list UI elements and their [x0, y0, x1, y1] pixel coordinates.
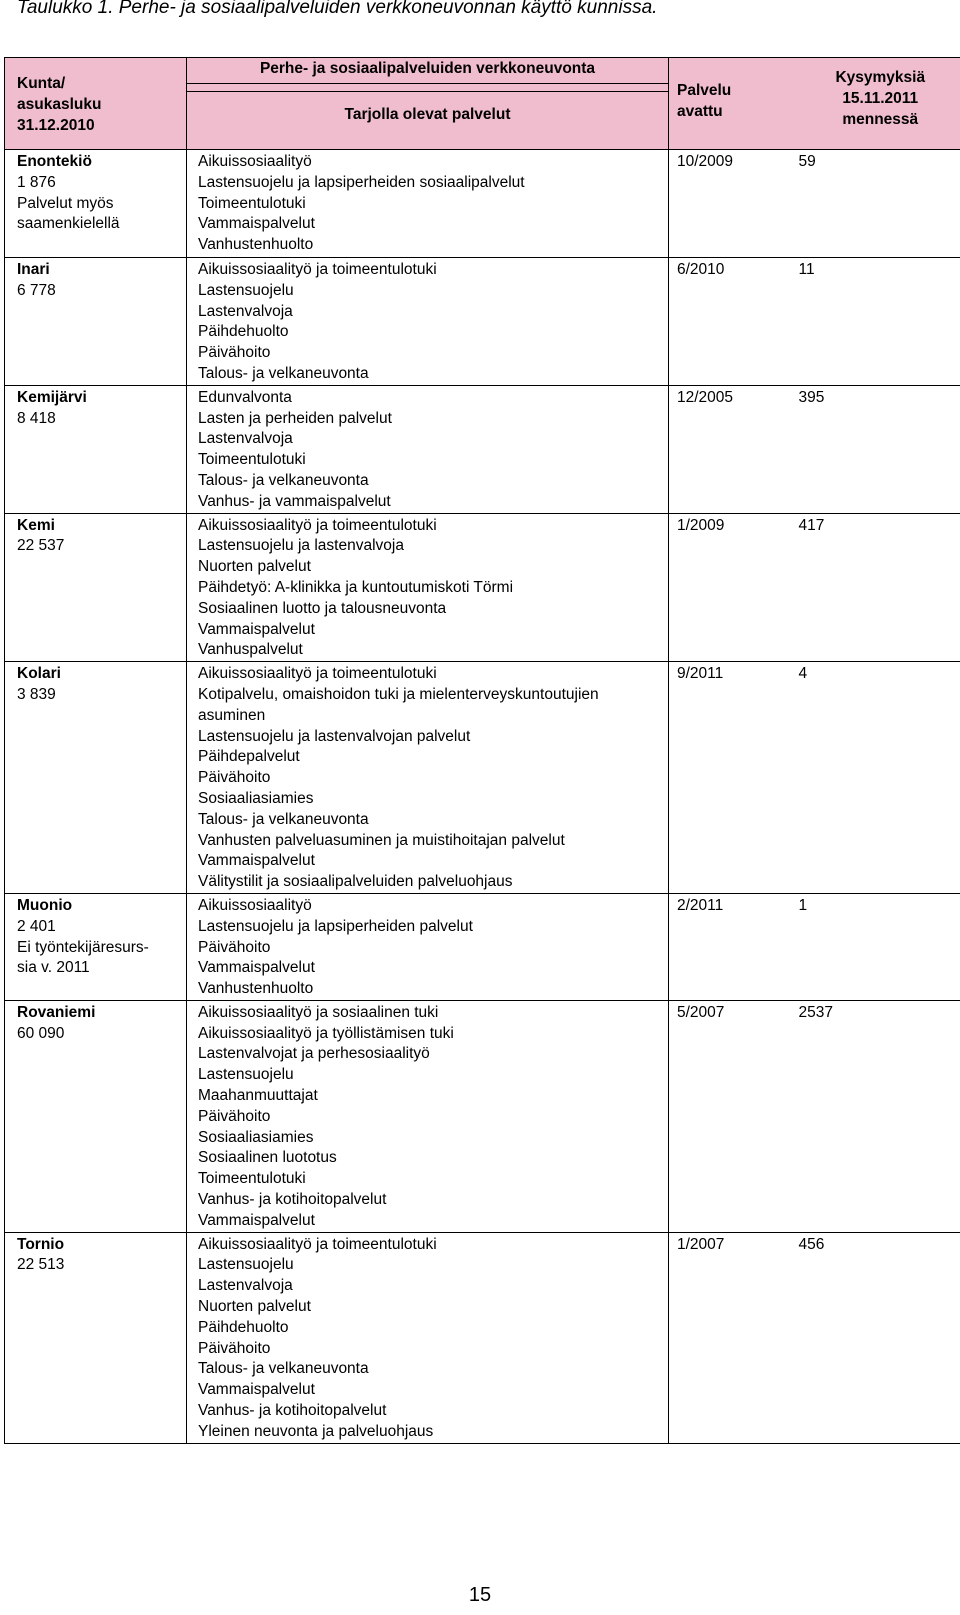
header-kunta: [5, 58, 187, 150]
service-item: Aikuissosiaalityö ja työllistämisen tuki: [198, 1024, 454, 1042]
cell-avattu: 10/2009: [669, 150, 793, 258]
cell-services: [187, 513, 669, 662]
service-item: Talous- ja velkaneuvonta: [198, 471, 369, 489]
kunta-name: Rovaniemi: [17, 1003, 96, 1021]
cell-avattu: 1/2007: [669, 1232, 793, 1443]
kunta-name: Enontekiö: [17, 153, 92, 170]
cell-avattu: 12/2005: [669, 385, 793, 513]
cell-avattu: 6/2010: [669, 258, 793, 386]
kunta-name: Tornio: [17, 1235, 65, 1253]
cell-kysymyksia: 2537: [793, 1000, 960, 1232]
service-item: Lastensuojelu: [198, 1256, 294, 1274]
kunta-name: Kemijärvi: [17, 388, 87, 406]
table-row: [5, 1232, 960, 1443]
service-item: Lastensuojelu ja lastenvalvoja: [198, 537, 404, 555]
kunta-info-line: saamenkielellä: [17, 215, 120, 233]
service-item: Nuorten palvelut: [198, 558, 311, 576]
kunta-info-line: Ei työntekijäresurs-: [17, 938, 149, 956]
service-item: Vammaispalvelut: [198, 1211, 315, 1229]
cell-avattu: 1/2009: [669, 513, 793, 662]
cell-kunta: [5, 893, 187, 1000]
header-avattu-line: Palvelu: [677, 82, 732, 99]
header-avattu-line: avattu: [677, 102, 723, 120]
cell-kunta: [5, 258, 187, 386]
service-item: Päihdehuolto: [198, 1318, 289, 1336]
kunta-name: Kemi: [17, 516, 55, 534]
header-avattu: [669, 58, 793, 150]
cell-avattu: 5/2007: [669, 1000, 793, 1232]
header-kunta-line: asukasluku: [17, 95, 102, 113]
service-item: Toimeentulotuki: [198, 1170, 306, 1188]
header-services-title-text: Tarjolla olevat palvelut: [344, 106, 511, 123]
cell-services: [187, 662, 669, 894]
kunta-info-line: 60 090: [17, 1024, 65, 1042]
service-item: Aikuissosiaalityö ja toimeentulotuki: [198, 261, 437, 278]
page-number: 15: [468, 1584, 492, 1606]
service-item: Päihdepalvelut: [198, 748, 300, 766]
cell-kunta: [5, 385, 187, 513]
kunta-info-line: 22 537: [17, 537, 65, 555]
cell-avattu: 2/2011: [669, 893, 793, 1000]
service-item: Aikuissosiaalityö ja toimeentulotuki: [198, 1235, 437, 1253]
service-item: Vammaispalvelut: [198, 852, 315, 870]
service-item: Lastenvalvoja: [198, 302, 293, 320]
kunta-info-line: 1 876: [17, 173, 56, 191]
service-item: Vanhustenhuolto: [198, 236, 314, 254]
cell-kysymyksia: 456: [793, 1232, 960, 1443]
service-item: Vammaispalvelut: [198, 215, 315, 233]
cell-kunta: [5, 1000, 187, 1232]
cell-services: [187, 1232, 669, 1443]
header-kysymyksia-line: Kysymyksiä: [835, 69, 926, 86]
service-item: Päivähoito: [198, 1339, 271, 1357]
cell-avattu: 9/2011: [669, 662, 793, 894]
service-item: Vammaispalvelut: [198, 959, 315, 977]
service-item: Maahanmuuttajat: [198, 1087, 318, 1105]
cell-kysymyksia: 1: [793, 893, 960, 1000]
service-item: Nuorten palvelut: [198, 1298, 311, 1316]
table-body: [5, 150, 960, 1444]
cell-kysymyksia: 417: [793, 513, 960, 662]
service-item: Päivähoito: [198, 938, 271, 956]
cell-services: [187, 150, 669, 258]
kunta-info-line: 2 401: [17, 917, 56, 935]
service-item: Talous- ja velkaneuvonta: [198, 810, 369, 828]
service-item: Lastensuojelu: [198, 281, 294, 299]
service-table: [4, 57, 960, 1444]
service-item: Aikuissosiaalityö: [198, 896, 312, 914]
header-kysymyksia: [793, 58, 960, 150]
service-item: Aikuissosiaalityö ja toimeentulotuki: [198, 665, 437, 683]
service-item: Vanhuspalvelut: [198, 641, 303, 659]
service-item: Vanhus- ja vammaispalvelut: [198, 492, 391, 510]
kunta-name: Inari: [17, 261, 50, 278]
table-row: [5, 150, 960, 258]
service-item: Sosiaalinen luototus: [198, 1149, 337, 1167]
service-item: Aikuissosiaalityö: [198, 153, 312, 170]
service-item: Päivähoito: [198, 344, 271, 362]
service-item: Edunvalvonta: [198, 388, 292, 406]
service-item: Aikuissosiaalityö ja toimeentulotuki: [198, 516, 437, 534]
header-group-title-text: Perhe- ja sosiaalipalveluiden verkkoneuvonta: [187, 58, 668, 84]
service-item: Kotipalvelu, omaishoidon tuki ja mielenterveyskuntoutujien asuminen: [198, 685, 599, 724]
service-item: Toimeentulotuki: [198, 194, 306, 212]
cell-kunta: [5, 513, 187, 662]
service-item: Päivähoito: [198, 1107, 271, 1125]
service-item: Lastenvalvoja: [198, 1277, 293, 1295]
kunta-info-line: 22 513: [17, 1256, 65, 1274]
table-row: [5, 385, 960, 513]
cell-kysymyksia: 11: [793, 258, 960, 386]
service-item: Vammaispalvelut: [198, 1381, 315, 1399]
kunta-name: Kolari: [17, 665, 61, 683]
service-item: Vammaispalvelut: [198, 620, 315, 638]
service-item: Lastensuojelu: [198, 1066, 294, 1084]
kunta-info-line: 6 778: [17, 281, 56, 299]
header-kunta-line: 31.12.2010: [17, 116, 95, 134]
cell-kunta: [5, 662, 187, 894]
service-item: Talous- ja velkaneuvonta: [198, 364, 369, 382]
service-item: Lastensuojelu ja lastenvalvojan palvelut: [198, 727, 471, 745]
kunta-info-line: 8 418: [17, 409, 56, 427]
cell-kunta: [5, 1232, 187, 1443]
service-item: Sosiaaliasiamies: [198, 789, 314, 807]
cell-kunta: [5, 150, 187, 258]
header-group-title: [187, 58, 669, 92]
cell-services: [187, 258, 669, 386]
service-item: Aikuissosiaalityö ja sosiaalinen tuki: [198, 1003, 439, 1021]
table-row: [5, 662, 960, 894]
kunta-name: Muonio: [17, 896, 73, 914]
header-kysymyksia-line: 15.11.2011: [842, 89, 919, 107]
service-item: Lastensuojelu ja lapsiperheiden sosiaalipalvelut: [198, 173, 525, 191]
cell-services: [187, 1000, 669, 1232]
table-header: [5, 58, 960, 150]
service-item: Päivähoito: [198, 769, 271, 787]
header-kunta-line: Kunta/: [17, 75, 66, 92]
kunta-info-line: sia v. 2011: [17, 959, 90, 977]
service-item: Päihdetyö: A-klinikka ja kuntoutumiskoti Törmi: [198, 578, 514, 596]
service-item: Vanhus- ja kotihoitopalvelut: [198, 1191, 387, 1209]
service-item: Lastenvalvoja: [198, 430, 293, 448]
kunta-info-line: 3 839: [17, 685, 56, 703]
service-item: Vanhusten palveluasuminen ja muistihoitajan palvelut: [198, 831, 565, 849]
cell-services: [187, 893, 669, 1000]
header-kysymyksia-line: mennessä: [842, 110, 919, 128]
service-item: Lasten ja perheiden palvelut: [198, 409, 392, 427]
table-caption: Taulukko 1. Perhe- ja sosiaalipalveluiden verkkoneuvonnan käyttö kunnissa.: [17, 0, 658, 18]
table-row: [5, 1000, 960, 1232]
table-row: [5, 513, 960, 662]
cell-kysymyksia: 395: [793, 385, 960, 513]
table-row: [5, 893, 960, 1000]
service-item: Sosiaaliasiamies: [198, 1128, 314, 1146]
cell-kysymyksia: 59: [793, 150, 960, 258]
service-item: Lastenvalvojat ja perhesosiaalityö: [198, 1045, 430, 1063]
header-services-title: [187, 92, 669, 150]
service-item: Sosiaalinen luotto ja talousneuvonta: [198, 599, 447, 617]
kunta-info-line: Palvelut myös: [17, 194, 114, 212]
service-item: Yleinen neuvonta ja palveluohjaus: [198, 1422, 434, 1440]
service-item: Vanhustenhuolto: [198, 980, 314, 998]
service-item: Lastensuojelu ja lapsiperheiden palvelut: [198, 917, 473, 935]
cell-services: [187, 385, 669, 513]
service-item: Välitystilit ja sosiaalipalveluiden palveluohjaus: [198, 873, 513, 891]
service-item: Toimeentulotuki: [198, 451, 306, 469]
cell-kysymyksia: 4: [793, 662, 960, 894]
service-item: Vanhus- ja kotihoitopalvelut: [198, 1402, 387, 1420]
service-item: Talous- ja velkaneuvonta: [198, 1360, 369, 1378]
service-item: Päihdehuolto: [198, 323, 289, 341]
table-row: [5, 258, 960, 386]
